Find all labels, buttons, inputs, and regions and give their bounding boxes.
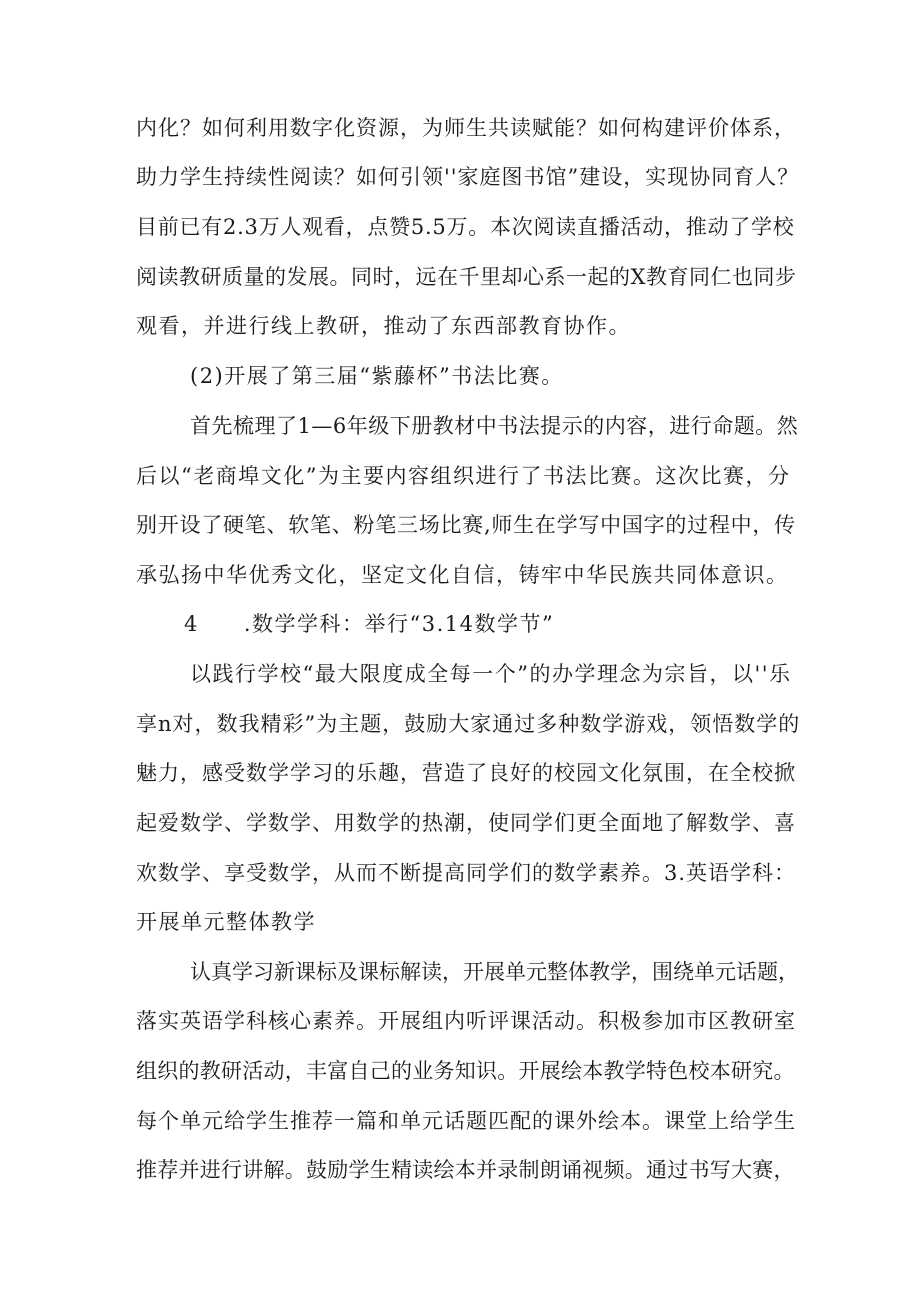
text-line-10: 承弘扬中华优秀文化，坚定文化自信，铸牢中华民族共同体意识。: [136, 563, 789, 587]
text-line-2: 助力学生持续性阅读？如何引领''家庭图书馆”建设，实现协同育人？: [136, 165, 800, 189]
text-line-13: 享n对，数我精彩”为主题，鼓励大家通过多种数学游戏，领悟数学的: [136, 712, 801, 736]
text-line-3: 目前已有2.3万人观看，点赞5.5万。本次阅读直播活动，推动了学校: [136, 215, 795, 239]
text-line-12: 以践行学校“最大限度成全每一个”的办学理念为宗旨，以''乐: [190, 662, 792, 686]
text-line-5: 观看，并进行线上教研，推动了东西部教育协作。: [136, 314, 631, 338]
text-line-9: 别开设了硬笔、软笔、粉笔三场比赛,师生在学写中国字的过程中，传: [136, 513, 796, 537]
section-heading-math: 4 .数学学科：举行“3.14数学节”: [184, 612, 555, 636]
text-line-20: 组织的教研活动，丰富自己的业务知识。开展绘本教学特色校本研究。: [136, 1059, 795, 1083]
text-line-4: 阅读教研质量的发展。同时，远在千里却心系一起的X教育同仁也同步: [136, 265, 797, 289]
section-heading-english: 开展单元整体教学: [136, 910, 316, 934]
text-line-7: 首先梳理了1—6年级下册教材中书法提示的内容，进行命题。然: [190, 414, 799, 438]
text-line-22: 推荐并进行讲解。鼓励学生精读绘本并录制朗诵视频。通过书写大赛，: [136, 1158, 795, 1182]
text-line-18: 认真学习新课标及课标解读，开展单元整体教学，围绕单元话题，: [190, 960, 799, 984]
text-line-19: 落实英语学科核心素养。开展组内听评课活动。积极参加市区教研室: [136, 1009, 796, 1033]
text-line-1: 内化？如何利用数字化资源，为师生共读赋能？如何构建评价体系，: [136, 116, 796, 140]
text-line-15: 起爱数学、学数学、用数学的热潮，使同学们更全面地了解数学、喜: [136, 811, 796, 835]
text-line-8: 后以“老商埠文化”为主要内容组织进行了书法比赛。这次比赛，分: [136, 464, 791, 488]
text-line-14: 魅力，感受数学学习的乐趣，营造了良好的校园文化氛围，在全校掀: [136, 761, 796, 785]
section-heading-calligraphy: (2)开展了第三届“紫藤杯”书法比赛。: [190, 364, 564, 388]
text-line-21: 每个单元给学生推荐一篇和单元话题匹配的课外绘本。课堂上给学生: [136, 1109, 796, 1133]
text-line-16: 欢数学、享受数学，从而不断提高同学们的数学素养。3.英语学科：: [136, 861, 797, 885]
